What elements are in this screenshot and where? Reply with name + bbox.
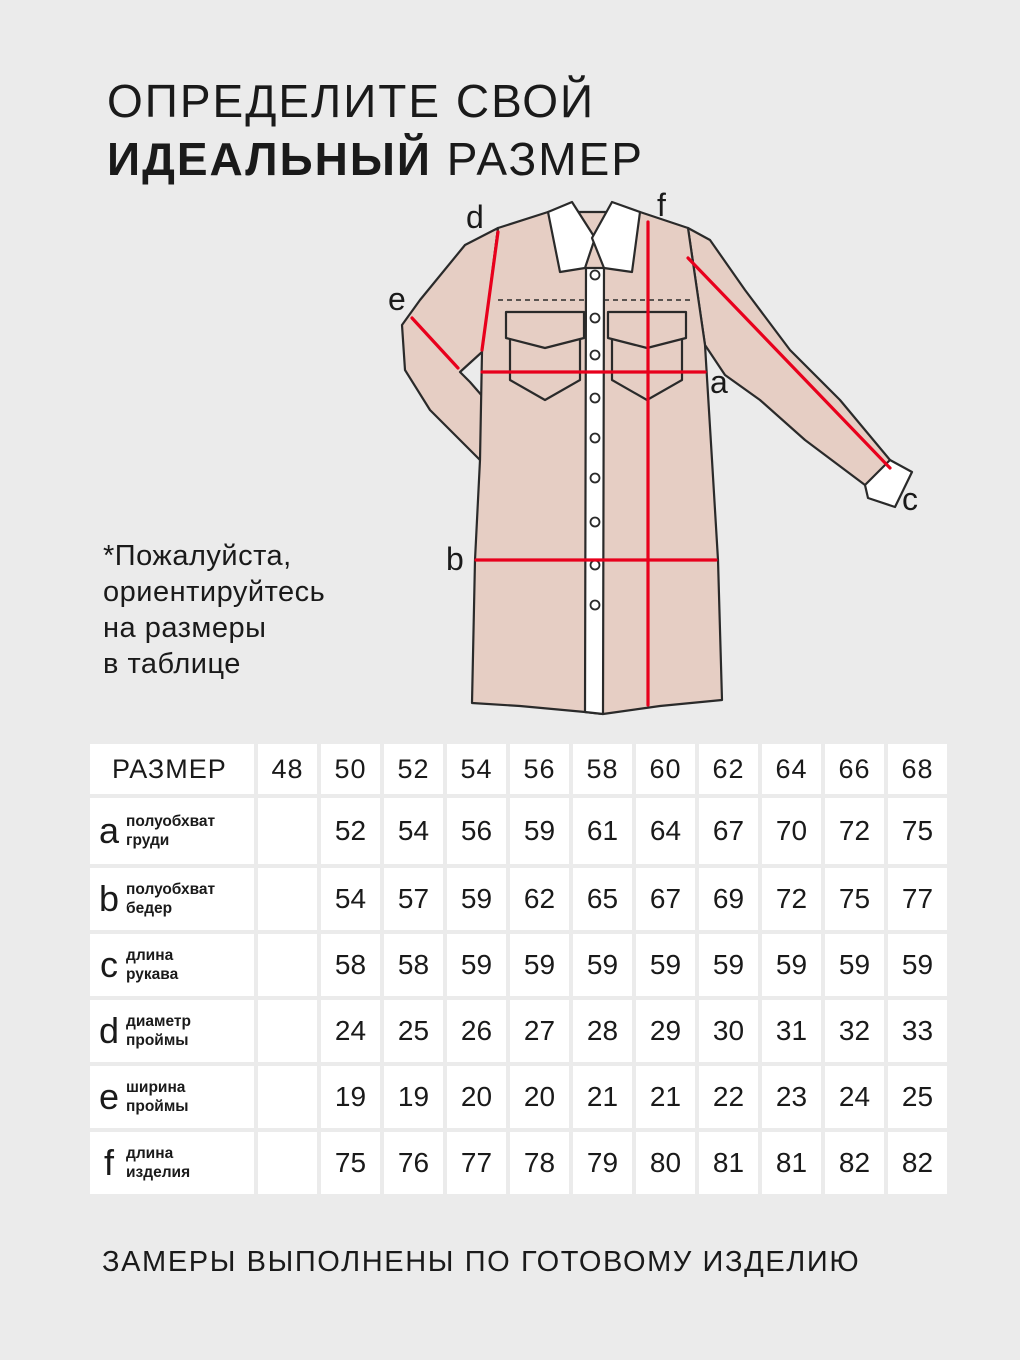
value-cell: 75 [321, 1132, 380, 1194]
value-cell: 59 [573, 934, 632, 996]
title-rest: РАЗМЕР [431, 133, 644, 185]
value-cell: 58 [384, 934, 443, 996]
value-cell: 59 [888, 934, 947, 996]
button [591, 561, 600, 570]
note-line: в таблице [103, 648, 241, 680]
value-cell: 69 [699, 868, 758, 930]
value-cell: 75 [825, 868, 884, 930]
value-cell: 20 [510, 1066, 569, 1128]
value-cell: 61 [573, 798, 632, 864]
param-description-line: рукава [126, 966, 179, 983]
value-cell: 25 [384, 1000, 443, 1062]
shirt-dress-illustration [380, 180, 960, 720]
value-cell: 80 [636, 1132, 695, 1194]
size-header-cell: 62 [699, 744, 758, 794]
value-cell: 70 [762, 798, 821, 864]
value-cell: 22 [699, 1066, 758, 1128]
param-description [126, 812, 215, 850]
param-cell [90, 868, 254, 930]
value-cell: 67 [699, 798, 758, 864]
param-description-line: ширина [126, 1079, 186, 1096]
param-cell [90, 1132, 254, 1194]
value-cell: 24 [825, 1066, 884, 1128]
value-cell: 72 [825, 798, 884, 864]
value-cell [258, 868, 317, 930]
size-header-cell: 68 [888, 744, 947, 794]
value-cell: 64 [636, 798, 695, 864]
value-cell: 82 [825, 1132, 884, 1194]
value-cell: 81 [699, 1132, 758, 1194]
size-header-cell: 52 [384, 744, 443, 794]
button [591, 518, 600, 527]
size-header-cell: 58 [573, 744, 632, 794]
value-cell [258, 1000, 317, 1062]
value-cell: 54 [384, 798, 443, 864]
value-cell: 30 [699, 1000, 758, 1062]
value-cell: 65 [573, 868, 632, 930]
param-description [126, 880, 215, 918]
button [591, 351, 600, 360]
table-row [90, 1000, 947, 1062]
note-line: на размеры [103, 612, 267, 644]
value-cell: 19 [384, 1066, 443, 1128]
label-c: c [902, 481, 918, 517]
value-cell: 19 [321, 1066, 380, 1128]
value-cell: 79 [573, 1132, 632, 1194]
note-line: ориентируйтесь [103, 576, 326, 608]
value-cell: 59 [510, 798, 569, 864]
value-cell: 29 [636, 1000, 695, 1062]
label-b: b [446, 541, 464, 577]
right-sleeve [688, 228, 890, 485]
button [591, 394, 600, 403]
shirt-body [402, 202, 912, 714]
value-cell: 52 [321, 798, 380, 864]
value-cell: 59 [825, 934, 884, 996]
value-cell: 58 [321, 934, 380, 996]
value-cell: 72 [762, 868, 821, 930]
table-row [90, 1066, 947, 1128]
button [591, 271, 600, 280]
value-cell: 59 [447, 868, 506, 930]
value-cell: 21 [573, 1066, 632, 1128]
value-cell: 59 [447, 934, 506, 996]
value-cell: 59 [699, 934, 758, 996]
param-cell [90, 1066, 254, 1128]
value-cell: 20 [447, 1066, 506, 1128]
param-label [90, 1078, 254, 1116]
value-cell [258, 934, 317, 996]
value-cell: 24 [321, 1000, 380, 1062]
header-size-label: РАЗМЕР [90, 744, 254, 794]
param-letter: e [98, 1076, 120, 1117]
param-letter: f [103, 1142, 114, 1183]
value-cell: 76 [384, 1132, 443, 1194]
table-row [90, 798, 947, 864]
button [591, 474, 600, 483]
footer-note: ЗАМЕРЫ ВЫПОЛНЕНЫ ПО ГОТОВОМУ ИЗДЕЛИЮ [102, 1246, 861, 1278]
param-description [126, 946, 178, 984]
label-a: a [710, 364, 728, 400]
note-line: *Пожалуйста, [103, 540, 292, 572]
value-cell: 62 [510, 868, 569, 930]
value-cell [258, 1132, 317, 1194]
size-table-body [90, 744, 947, 1194]
value-cell: 81 [762, 1132, 821, 1194]
value-cell: 57 [384, 868, 443, 930]
button [591, 434, 600, 443]
table-header-row [90, 744, 947, 794]
button [591, 314, 600, 323]
value-cell: 77 [888, 868, 947, 930]
label-d: d [466, 199, 484, 235]
value-cell: 23 [762, 1066, 821, 1128]
param-cell [90, 934, 254, 996]
value-cell [258, 1066, 317, 1128]
size-header-cell: 54 [447, 744, 506, 794]
param-letter: a [98, 810, 120, 851]
param-letter: d [98, 1010, 120, 1051]
size-header-cell: 60 [636, 744, 695, 794]
value-cell: 59 [762, 934, 821, 996]
value-cell: 54 [321, 868, 380, 930]
value-cell: 78 [510, 1132, 569, 1194]
table-row [90, 934, 947, 996]
placket [585, 268, 604, 714]
param-description-line: полуобхват [126, 881, 216, 898]
param-description [126, 1078, 189, 1116]
title-line-1: ОПРЕДЕЛИТЕ СВОЙ [107, 75, 596, 127]
table-row [90, 868, 947, 930]
value-cell: 21 [636, 1066, 695, 1128]
value-cell: 33 [888, 1000, 947, 1062]
size-table [86, 740, 951, 1198]
param-description-line: длина [126, 947, 174, 964]
value-cell [258, 798, 317, 864]
size-header-cell: 48 [258, 744, 317, 794]
title-bold-word: ИДЕАЛЬНЫЙ [107, 133, 432, 185]
size-note [103, 538, 325, 682]
param-label [90, 946, 254, 984]
value-cell: 77 [447, 1132, 506, 1194]
param-description-line: бедер [126, 900, 173, 917]
value-cell: 26 [447, 1000, 506, 1062]
page-title [107, 72, 644, 188]
param-letter: c [100, 944, 118, 985]
label-e: e [388, 281, 406, 317]
size-header-cell: 64 [762, 744, 821, 794]
button [591, 601, 600, 610]
value-cell: 56 [447, 798, 506, 864]
param-letter: b [98, 878, 120, 919]
param-description-line: диаметр [126, 1013, 191, 1030]
value-cell: 82 [888, 1132, 947, 1194]
param-description-line: груди [126, 832, 170, 849]
param-cell [90, 1000, 254, 1062]
value-cell: 25 [888, 1066, 947, 1128]
label-f: f [657, 187, 666, 223]
param-label [90, 1012, 254, 1050]
value-cell: 28 [573, 1000, 632, 1062]
param-description-line: проймы [126, 1032, 189, 1049]
param-cell [90, 798, 254, 864]
param-description-line: полуобхват [126, 813, 216, 830]
size-header-cell: 56 [510, 744, 569, 794]
param-description-line: изделия [126, 1164, 191, 1181]
value-cell: 27 [510, 1000, 569, 1062]
value-cell: 59 [510, 934, 569, 996]
param-description-line: проймы [126, 1098, 189, 1115]
size-header-cell: 66 [825, 744, 884, 794]
param-description-line: длина [126, 1145, 174, 1162]
param-label [90, 1144, 254, 1182]
param-description [126, 1012, 191, 1050]
size-header-cell: 50 [321, 744, 380, 794]
value-cell: 31 [762, 1000, 821, 1062]
param-label [90, 812, 254, 850]
value-cell: 67 [636, 868, 695, 930]
value-cell: 32 [825, 1000, 884, 1062]
value-cell: 59 [636, 934, 695, 996]
value-cell: 75 [888, 798, 947, 864]
param-description [126, 1144, 190, 1182]
table-row [90, 1132, 947, 1194]
param-label [90, 880, 254, 918]
